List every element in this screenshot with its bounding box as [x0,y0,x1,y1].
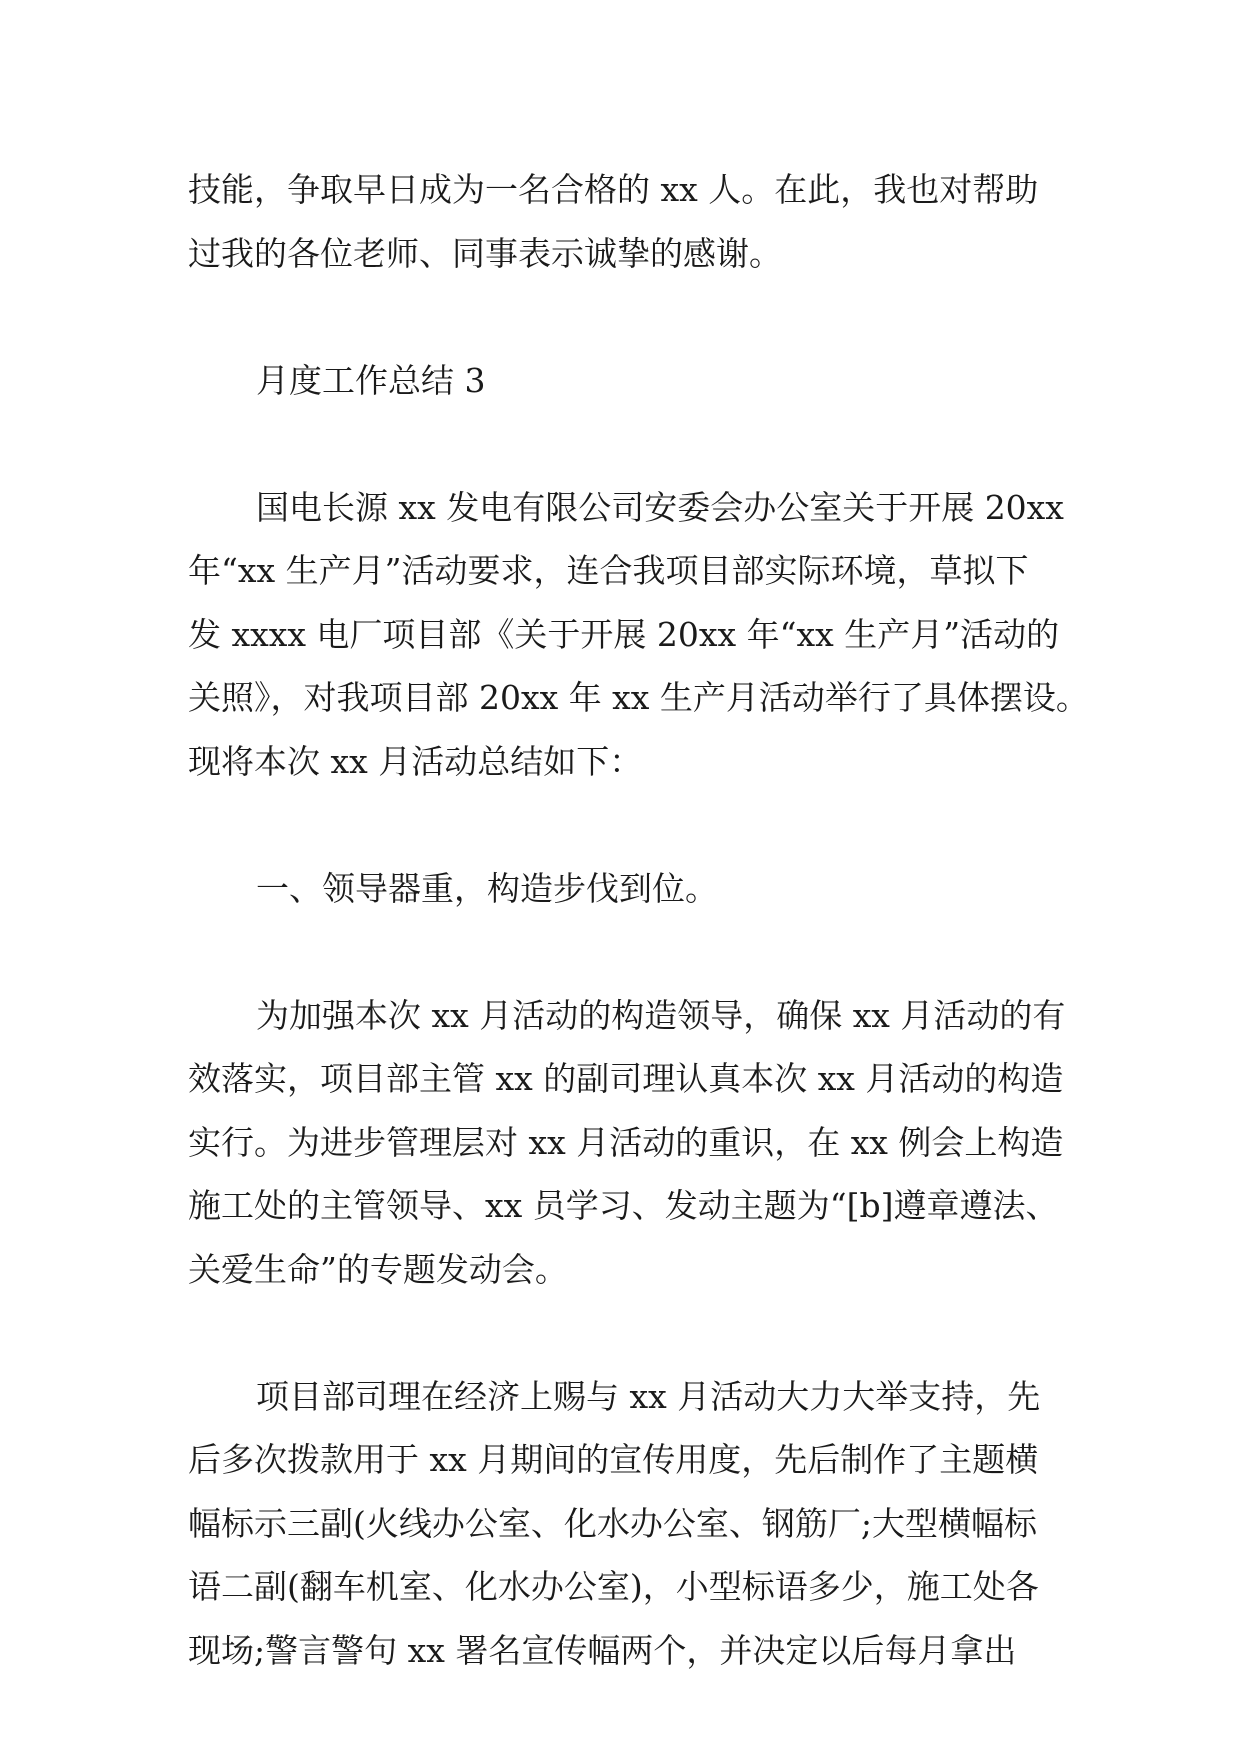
paragraph-leadership [188,984,1066,1302]
text-line: 效落实，项目部主管 xx 的副司理认真本次 xx 月活动的构造 [188,1059,1064,1098]
subsection-heading [188,857,1058,921]
text-line: 项目部司理在经济上赐与 xx 月活动大力大举支持，先 [256,1376,1041,1416]
paragraph-funding [188,1365,1058,1683]
paragraph-gap [188,412,1058,476]
text-line: 关照》，对我项目部 20xx 年 xx 生产月活动举行了具体摆设。 [188,678,1089,717]
text-line: 后多次拨款用于 xx 月期间的宣传用度，先后制作了主题横 [188,1440,1039,1479]
text-line: 现场;警言警句 xx 署名宣传幅两个，并决定以后每月拿出 [188,1630,1017,1670]
text-line: 实行。为进步管理层对 xx 月活动的重识，在 xx 例会上构造 [188,1122,1064,1162]
text-line: 关爱生命”的专题发动会。 [188,1249,568,1289]
paragraph-intro [188,476,1089,794]
text-line: 发 xxxx 电厂项目部《关于开展 20xx 年“xx 生产月”活动的 [188,614,1060,654]
subsection-title: 一、领导器重，构造步伐到位。 [256,868,718,908]
paragraph-gap [188,793,1058,857]
text-line: 现将本次 xx 月活动总结如下： [188,741,643,781]
paragraph-gap [188,1301,1058,1365]
paragraph-continuation [188,158,1058,285]
text-line: 幅标示三副(火线办公室、化水办公室、钢筋厂;大型横幅标 [188,1503,1037,1543]
text-line: 施工处的主管领导、xx 员学习、发动主题为“[b]遵章遵法、 [188,1186,1059,1225]
text-line: 年“xx 生产月”活动要求，连合我项目部实际环境，草拟下 [188,551,1029,590]
section-heading [188,349,1058,413]
text-line: 为加强本次 xx 月活动的构造领导，确保 xx 月活动的有 [256,995,1066,1035]
document-body [188,158,1089,1682]
heading-text: 月度工作总结 3 [256,360,486,400]
text-line: 过我的各位老师、同事表示诚挚的感谢。 [188,233,782,273]
text-line: 语二副(翻车机室、化水办公室)，小型标语多少，施工处各 [188,1567,1039,1606]
paragraph-gap [188,920,1058,984]
text-line: 技能，争取早日成为一名合格的 xx 人。在此，我也对帮助 [188,170,1039,209]
paragraph-gap [188,285,1058,349]
text-line: 国电长源 xx 发电有限公司安委会办公室关于开展 20xx [256,487,1064,527]
